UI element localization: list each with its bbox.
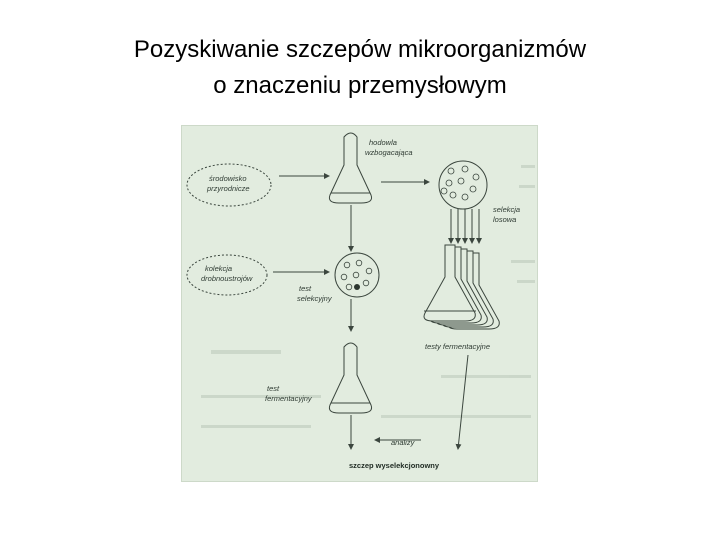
enrichment-label-line-2: wzbogacająca — [365, 148, 413, 157]
selective-test-line-2: selekcyjny — [297, 294, 332, 303]
slide-title-line-2: o znaczeniu przemysłowym — [213, 72, 507, 99]
fermentation-tests-label: testy fermentacyjne — [425, 342, 491, 351]
source-collection-line-2: drobnoustrojów — [201, 274, 253, 283]
fermentation-test-line-1: test — [267, 384, 280, 393]
random-selection-line-1: selekcja — [493, 205, 521, 214]
source-collection-line-1: kolekcja — [205, 264, 233, 273]
source-environment-line-1: środowisko — [209, 174, 247, 183]
analysis-label: analizy — [391, 438, 415, 447]
selective-test-line-1: test — [299, 284, 312, 293]
slide-title-line-1: Pozyskiwanie szczepów mikroorganizmów — [133, 36, 587, 63]
source-environment-line-2: przyrodnicze — [207, 184, 250, 193]
enrichment-label-line-1: hodowla — [369, 138, 397, 147]
selected-strain-label: szczep wyselekcjonowny — [349, 461, 440, 470]
fermentation-test-line-2: fermentacyjny — [265, 394, 312, 403]
random-selection-line-2: losowa — [493, 215, 517, 224]
scanned-diagram — [181, 125, 538, 482]
